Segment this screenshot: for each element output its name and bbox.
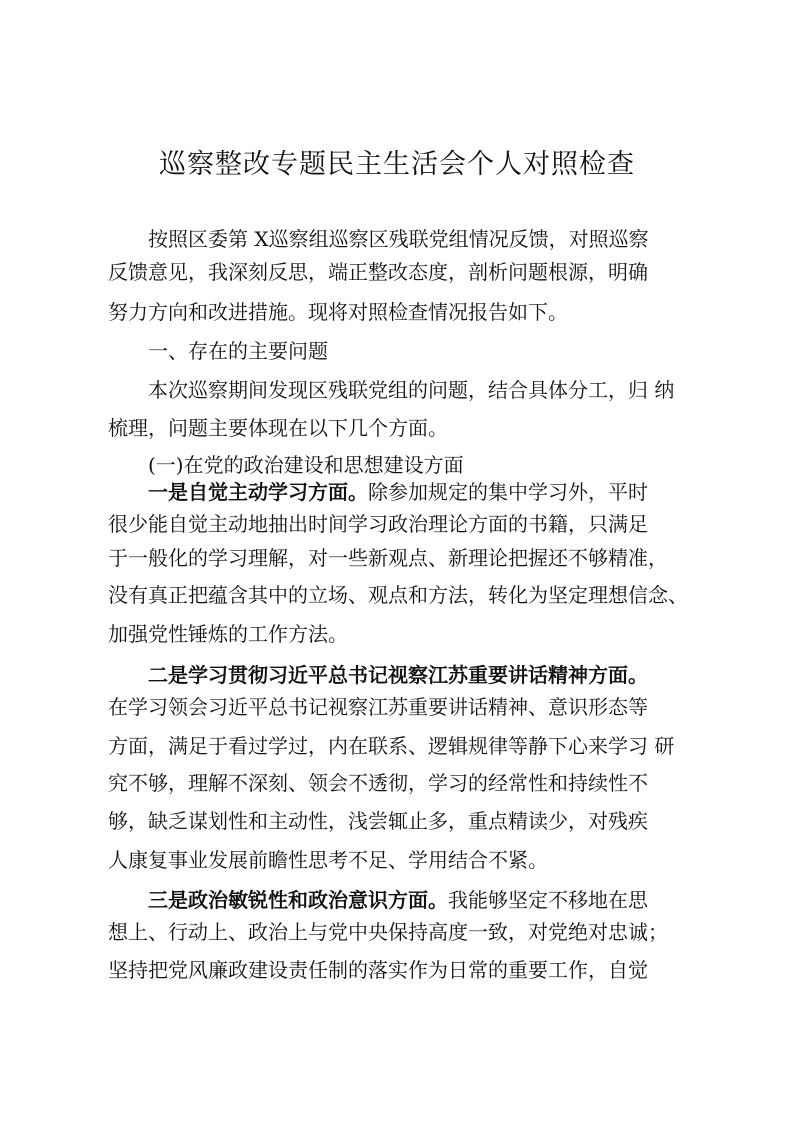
paragraph-line: 梳理，问题主要体现在以下几个方面。	[108, 416, 448, 440]
paragraph-line: 努力方向和改进措施。现将对照检查情况报告如下。	[108, 300, 568, 324]
paragraph-line: 坚持把党风廉政建设责任制的落实作为日常的重要工作，自觉	[108, 958, 648, 982]
subsection-heading: (一)在党的政治建设和思想建设方面	[148, 453, 464, 477]
point-1-heading: 一是自觉主动学习方面。	[148, 480, 368, 504]
document-title: 巡察整改专题民主生活会个人对照检查	[159, 149, 635, 180]
paragraph-line: 本次巡察期间发现区残联党组的问题，结合具体分工，归 纳	[148, 378, 675, 402]
paragraph-line: 没有真正把蕴含其中的立场、观点和方法，转化为坚定理想信念、	[108, 583, 688, 607]
paragraph-line: 人康复事业发展前瞻性思考不足、学用结合不紧。	[108, 848, 548, 872]
point-1-text: 除参加规定的集中学习外，平时	[368, 480, 648, 504]
paragraph-line: 究不够，理解不深刻、领会不透彻，学习的经常性和持续性不	[108, 771, 648, 795]
section-heading: 一、存在的主要问题	[148, 339, 328, 363]
paragraph-line: 加强党性锤炼的工作方法。	[108, 622, 348, 646]
paragraph-line: 想上、行动上、政治上与党中央保持高度一致，对党绝对忠诚；	[108, 920, 668, 944]
point-3-heading: 三是政治敏锐性和政治意识方面。	[148, 888, 448, 912]
point-2-line	[148, 661, 648, 689]
paragraph-line: 在学习领会习近平总书记视察江苏重要讲话精神、意识形态等	[108, 695, 648, 719]
paragraph-line: 于一般化的学习理解，对一些新观点、新理论把握还不够精准，	[108, 546, 668, 570]
paragraph-line: 够，缺乏谋划性和主动性，浅尝辄止多，重点精读少，对残疾	[108, 809, 648, 833]
point-3-text: 我能够坚定不移地在思	[448, 888, 648, 912]
point-1-line	[148, 478, 648, 506]
point-2-heading: 二是学习贯彻习近平总书记视察江苏重要讲话精神方面。	[148, 663, 648, 687]
paragraph-line: 很少能自觉主动地抽出时间学习政治理论方面的书籍，只满足	[108, 512, 648, 536]
paragraph-line: 反馈意见，我深刻反思，端正整改态度，剖析问题根源，明确	[108, 260, 648, 284]
paragraph-line: 按照区委第 X巡察组巡察区残联党组情况反馈，对照巡察	[148, 227, 649, 251]
point-3-line	[148, 886, 648, 914]
paragraph-line: 方面，满足于看过学过，内在联系、逻辑规律等静下心来学习 研	[108, 734, 675, 758]
